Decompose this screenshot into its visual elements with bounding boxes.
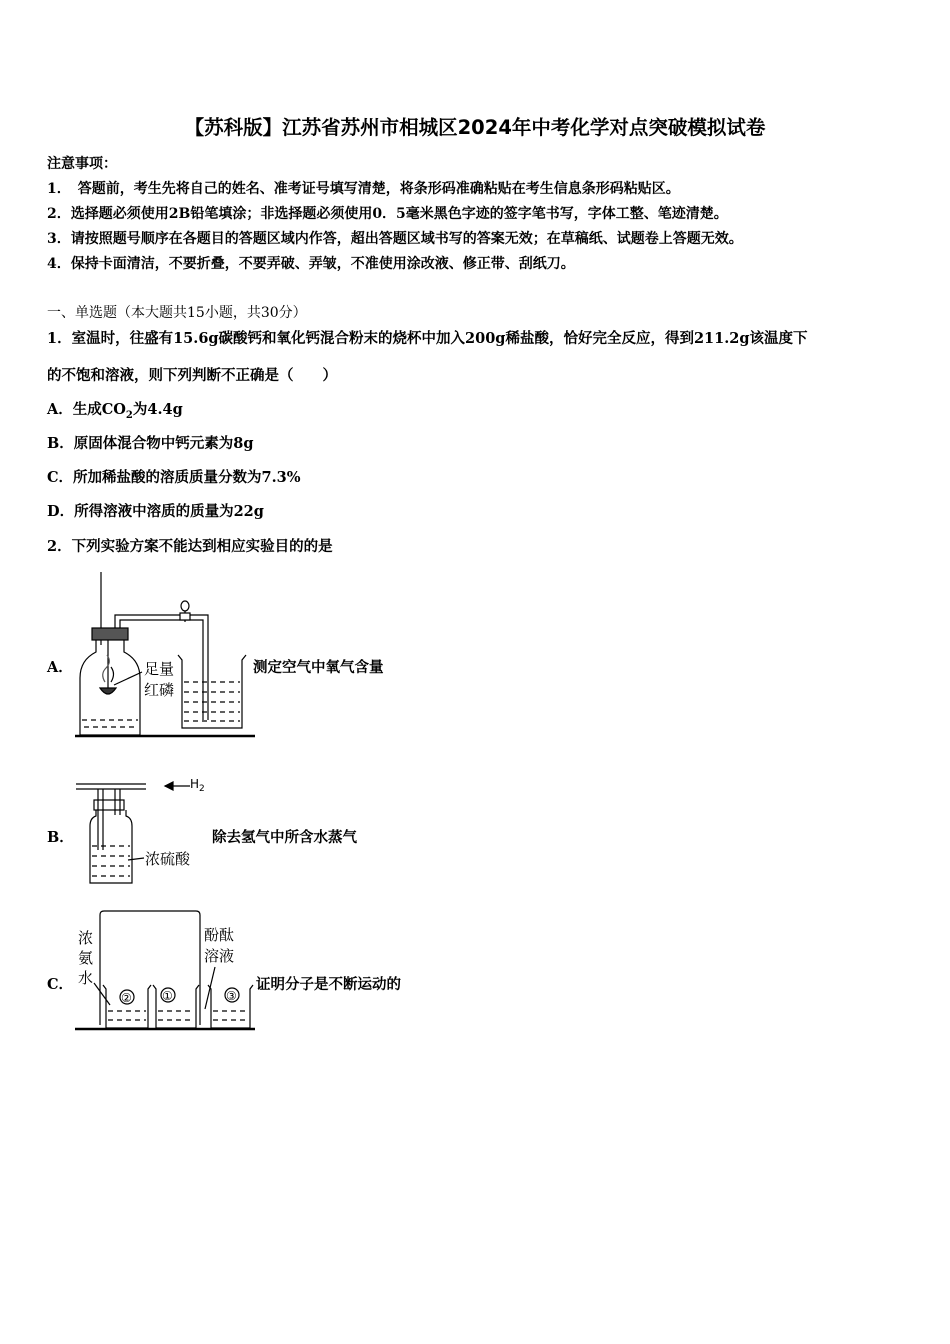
phenolphthalein-label-2: 溶液 — [204, 947, 235, 965]
q1-option-a-sub: 2 — [125, 409, 133, 421]
q2-option-a-letter: A． — [47, 659, 73, 676]
ammonia-label-3: 水 — [78, 969, 94, 987]
q1-option-c: C．所加稀盐酸的溶质质量分数为7.3% — [47, 469, 301, 486]
notice-item-1: 1． 答题前，考生先将自己的姓名、准考证号填写清楚，将条形码准确粘贴在考生信息条形码粘贴区。 — [47, 181, 680, 197]
notice-item-4: 4．保持卡面清洁，不要折叠，不要弄破、弄皱，不准使用涂改液、修正带、刮纸刀。 — [47, 256, 575, 272]
notice-heading: 注意事项： — [47, 156, 117, 172]
red-phosphorus-label-1: 足量 — [144, 660, 175, 678]
q1-option-a-post: 为4.4g — [132, 401, 183, 418]
molecule-motion-apparatus — [70, 905, 260, 1035]
q1-option-a — [47, 398, 183, 421]
q2-option-c-letter: C． — [47, 976, 74, 993]
hydrogen-label: $H_2$ — [190, 777, 205, 794]
q1-option-a-pre: A．生成CO — [47, 401, 126, 418]
notice-item-2: 2．选择题必须使用2B铅笔填涂；非选择题必须使用0．5毫米黑色字迹的签字笔书写，字体工整、笔迹清楚。 — [47, 206, 728, 222]
oxygen-content-apparatus — [70, 570, 260, 740]
q2-option-a-desc: 测定空气中氧气含量 — [253, 659, 384, 676]
q1-option-d: D．所得溶液中溶质的质量为22g — [47, 503, 264, 520]
q2-option-c-desc: 证明分子是不断运动的 — [256, 976, 401, 993]
q1-option-b: B．原固体混合物中钙元素为8g — [47, 435, 254, 452]
notice-item-3: 3．请按照题号顺序在各题目的答题区域内作答，超出答题区域书写的答案无效；在草稿纸、试题卷上答题无效。 — [47, 231, 743, 247]
beaker-2-label: ② — [121, 991, 132, 1005]
q1-stem-line1: 1．室温时，往盛有15.6g碳酸钙和氧化钙混合粉末的烧杯中加入200g稀盐酸，恰好完全反应，得到211.2g该温度下 — [47, 330, 808, 347]
ammonia-label-1: 浓 — [78, 929, 94, 947]
sulfuric-acid-label: 浓硫酸 — [145, 850, 191, 868]
beaker-1-label: ① — [162, 989, 173, 1003]
page-title: 【苏科版】江苏省苏州市相城区2024年中考化学对点突破模拟试卷 — [184, 116, 766, 139]
q2-option-b-letter: B． — [47, 829, 74, 846]
q1-stem-line2: 的不饱和溶液，则下列判断不正确是（ ） — [47, 367, 337, 384]
phenolphthalein-label-1: 酚酞 — [204, 926, 235, 944]
q2-stem: 2．下列实验方案不能达到相应实验目的的是 — [47, 538, 333, 555]
ammonia-label-2: 氨 — [78, 949, 94, 967]
q2-option-b-desc: 除去氢气中所含水蒸气 — [212, 829, 357, 846]
gas-washing-bottle — [70, 770, 220, 890]
red-phosphorus-label-2: 红磷 — [144, 681, 175, 699]
section-heading: 一、单选题（本大题共15小题，共30分） — [47, 305, 307, 321]
beaker-3-label: ③ — [226, 989, 237, 1003]
